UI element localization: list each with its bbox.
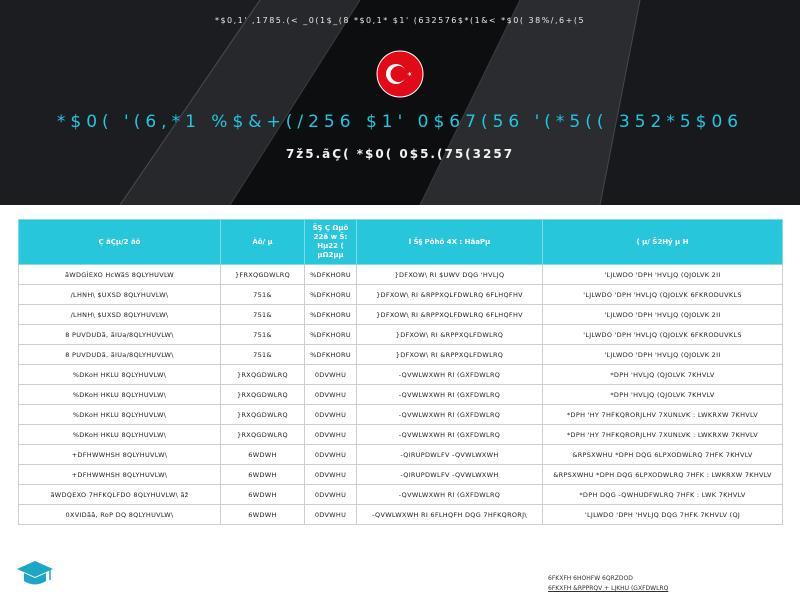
cell-type: }RXQGDWLRQ bbox=[221, 405, 305, 425]
cell-type: 6WDWH bbox=[221, 465, 305, 485]
cell-degree: %DFKHORU bbox=[305, 265, 357, 285]
cell-university: %DKoH HKLU 8QLYHUVLW\ bbox=[19, 405, 221, 425]
cell-program: &RPSXWHU *DPH DQG 6LPXODWLRQ 7HFK 7KHVLV bbox=[543, 445, 783, 465]
cell-university: 8 PUVDUDã, ãIUa/8QLYHUVLW\ bbox=[19, 325, 221, 345]
cell-program: *DPH 'HVLJQ (QJOLVK 7KHVLV bbox=[543, 365, 783, 385]
cell-degree: 0DVWHU bbox=[305, 405, 357, 425]
cell-university: %DKoH HKLU 8QLYHUVLW\ bbox=[19, 425, 221, 445]
table-row bbox=[19, 285, 783, 305]
cell-program: *DPH DQG -QWHUDFWLRQ 7HFK : LWK 7KHVLV bbox=[543, 485, 783, 505]
table-row bbox=[19, 465, 783, 485]
header-type: Àô/ µ bbox=[221, 220, 305, 265]
cell-university: +DFHWWHSH 8QLYHUVLW\ bbox=[19, 465, 221, 485]
cell-faculty: }DFXOW\ RI $UWV DQG 'HVLJQ bbox=[357, 265, 543, 285]
page-subtitle: 7ž5.ãÇ( *$0( 0$5.(75(3257 bbox=[285, 147, 515, 161]
cell-degree: 0DVWHU bbox=[305, 385, 357, 405]
cell-faculty: -QVWLWXWH RI (GXFDWLRQ bbox=[357, 485, 543, 505]
table-row bbox=[19, 485, 783, 505]
footer bbox=[548, 574, 668, 594]
cell-faculty: }DFXOW\ RI &RPPXQLFDWLRQ bbox=[357, 325, 543, 345]
table-header-row bbox=[19, 220, 783, 265]
table-row bbox=[19, 385, 783, 405]
table-row bbox=[19, 365, 783, 385]
cell-degree: 0DVWHU bbox=[305, 485, 357, 505]
cell-program: 'LJLWDO 'DPH 'HVLJQ DQG 7HFK 7KHVLV (QJ bbox=[543, 505, 783, 525]
table-row bbox=[19, 405, 783, 425]
cell-university: %DKoH HKLU 8QLYHUVLW\ bbox=[19, 385, 221, 405]
cell-program: 'LJLWDO 'DPH 'HVLJQ (QJOLVK 2II bbox=[543, 345, 783, 365]
cell-university: %DKoH HKLU 8QLYHUVLW\ bbox=[19, 365, 221, 385]
cell-program: 'LJLWDO 'DPH 'HVLJQ (QJOLVK 2II bbox=[543, 265, 783, 285]
turkey-flag-icon bbox=[376, 50, 424, 98]
cell-faculty: -QIRUPDWLFV -QVWLWXWH bbox=[357, 445, 543, 465]
cell-type: }RXQGDWLRQ bbox=[221, 425, 305, 445]
table-row bbox=[19, 425, 783, 445]
header-program: ( µ/ Š2Hý µ H bbox=[543, 220, 783, 265]
table-body bbox=[19, 265, 783, 525]
cell-faculty: -QVWLWXWH RI (GXFDWLRQ bbox=[357, 405, 543, 425]
cell-university: ãWDQEXO 7HFKQLFDO 8QLYHUVLW\ ãž bbox=[19, 485, 221, 505]
cell-program: &RPSXWHU *DPH DQG 6LPXODWLRQ 7HFK : LWKRXW 7KHVLV bbox=[543, 465, 783, 485]
programs-table bbox=[18, 219, 783, 525]
cell-faculty: }DFXOW\ RI &RPPXQLFDWLRQ 6FLHQFHV bbox=[357, 305, 543, 325]
table-row bbox=[19, 265, 783, 285]
cell-degree: %DFKHORU bbox=[305, 325, 357, 345]
header-faculty: l Š§ Pöhö 4X : HãaPµ bbox=[357, 220, 543, 265]
cell-degree: 0DVWHU bbox=[305, 445, 357, 465]
header-degree: ŠŞ Ç Ωµõ 22ã w Š: Hµ22 ( µΩ2µµ bbox=[305, 220, 357, 265]
hero-banner bbox=[0, 0, 800, 205]
cell-university: 8 PUVDUDã, ãIUa/8QLYHUVLW\ bbox=[19, 345, 221, 365]
table-row bbox=[19, 305, 783, 325]
cell-program: 'LJLWDO 'DPH 'HVLJQ (QJOLVK 2II bbox=[543, 305, 783, 325]
cell-faculty: -QVWLWXWH RI 6FLHQFH DQG 7HFKQRORJ\ bbox=[357, 505, 543, 525]
cell-degree: %DFKHORU bbox=[305, 305, 357, 325]
cell-program: *DPH 'HVLJQ (QJOLVK 7KHVLV bbox=[543, 385, 783, 405]
cell-type: 6WDWH bbox=[221, 505, 305, 525]
cell-degree: 0DVWHU bbox=[305, 425, 357, 445]
table-row bbox=[19, 325, 783, 345]
cell-degree: %DFKHORU bbox=[305, 345, 357, 365]
hero-background bbox=[0, 0, 800, 205]
cell-faculty: -QVWLWXWH RI (GXFDWLRQ bbox=[357, 385, 543, 405]
cell-type: 6WDWH bbox=[221, 445, 305, 465]
cell-type: 751& bbox=[221, 325, 305, 345]
cell-faculty: }DFXOW\ RI &RPPXQLFDWLRQ bbox=[357, 345, 543, 365]
cell-degree: 0DVWHU bbox=[305, 505, 357, 525]
cell-program: 'LJLWDO 'DPH 'HVLJQ (QJOLVK 6FKRODUVKLS bbox=[543, 325, 783, 345]
cell-program: *DPH 'HY 7HFKQRORJLHV 7XUNLVK : LWKRXW 7KHVLV bbox=[543, 425, 783, 445]
programs-table-container bbox=[18, 219, 782, 525]
cell-type: 6WDWH bbox=[221, 485, 305, 505]
graduation-cap-icon bbox=[16, 558, 54, 590]
table-row bbox=[19, 345, 783, 365]
cell-faculty: }DFXOW\ RI &RPPXQLFDWLRQ 6FLHQFHV bbox=[357, 285, 543, 305]
cell-university: /LHNH\ $UXSD 8QLYHUVLW\ bbox=[19, 285, 221, 305]
cell-program: 'LJLWDO 'DPH 'HVLJQ (QJOLVK 6FKRODUVKLS bbox=[543, 285, 783, 305]
cell-degree: 0DVWHU bbox=[305, 365, 357, 385]
cell-university: /LHNH\ $UXSD 8QLYHUVLW\ bbox=[19, 305, 221, 325]
cell-type: }RXQGDWLRQ bbox=[221, 365, 305, 385]
footer-link[interactable]: 6FKXFH &RPPRQV + LJKHU (GXFDWLRQ bbox=[548, 585, 669, 592]
cell-type: }RXQGDWLRQ bbox=[221, 385, 305, 405]
cell-university: ãWDGÍEXO HcWãS 8QLYHUVLW bbox=[19, 265, 221, 285]
cell-faculty: -QVWLWXWH RI (GXFDWLRQ bbox=[357, 425, 543, 445]
table-row bbox=[19, 505, 783, 525]
cell-type: 751& bbox=[221, 305, 305, 325]
footer-line: 6FKXFH 6HOHFW 6QRZDOD bbox=[548, 575, 633, 582]
top-navigation[interactable]: *$0,1' ,1785.(< _0(1$_(8 *$0,1* $1' (632576$*(1&< *$0( 38%/,6+(5 bbox=[214, 16, 586, 25]
cell-university: +DFHWWHSH 8QLYHUVLW\ bbox=[19, 445, 221, 465]
table-row bbox=[19, 445, 783, 465]
cell-university: 0XVIDãã, RoP DQ 8QLYHUVLW\ bbox=[19, 505, 221, 525]
header-university: Ç ãÇµ/2 ãö bbox=[19, 220, 221, 265]
cell-faculty: -QIRUPDWLFV -QVWLWXWH bbox=[357, 465, 543, 485]
cell-faculty: -QVWLWXWH RI (GXFDWLRQ bbox=[357, 365, 543, 385]
cell-type: 751& bbox=[221, 285, 305, 305]
cell-type: }FRXQGDWLRQ bbox=[221, 265, 305, 285]
page-title: *$0( '(6,*1 %$&+(/256 $1' 0$67(56 '(*5(( 352*5$06 bbox=[56, 112, 744, 132]
cell-type: 751& bbox=[221, 345, 305, 365]
cell-program: *DPH 'HY 7HFKQRORJLHV 7XUNLVK : LWKRXW 7KHVLV bbox=[543, 405, 783, 425]
cell-degree: %DFKHORU bbox=[305, 285, 357, 305]
cell-degree: 0DVWHU bbox=[305, 465, 357, 485]
